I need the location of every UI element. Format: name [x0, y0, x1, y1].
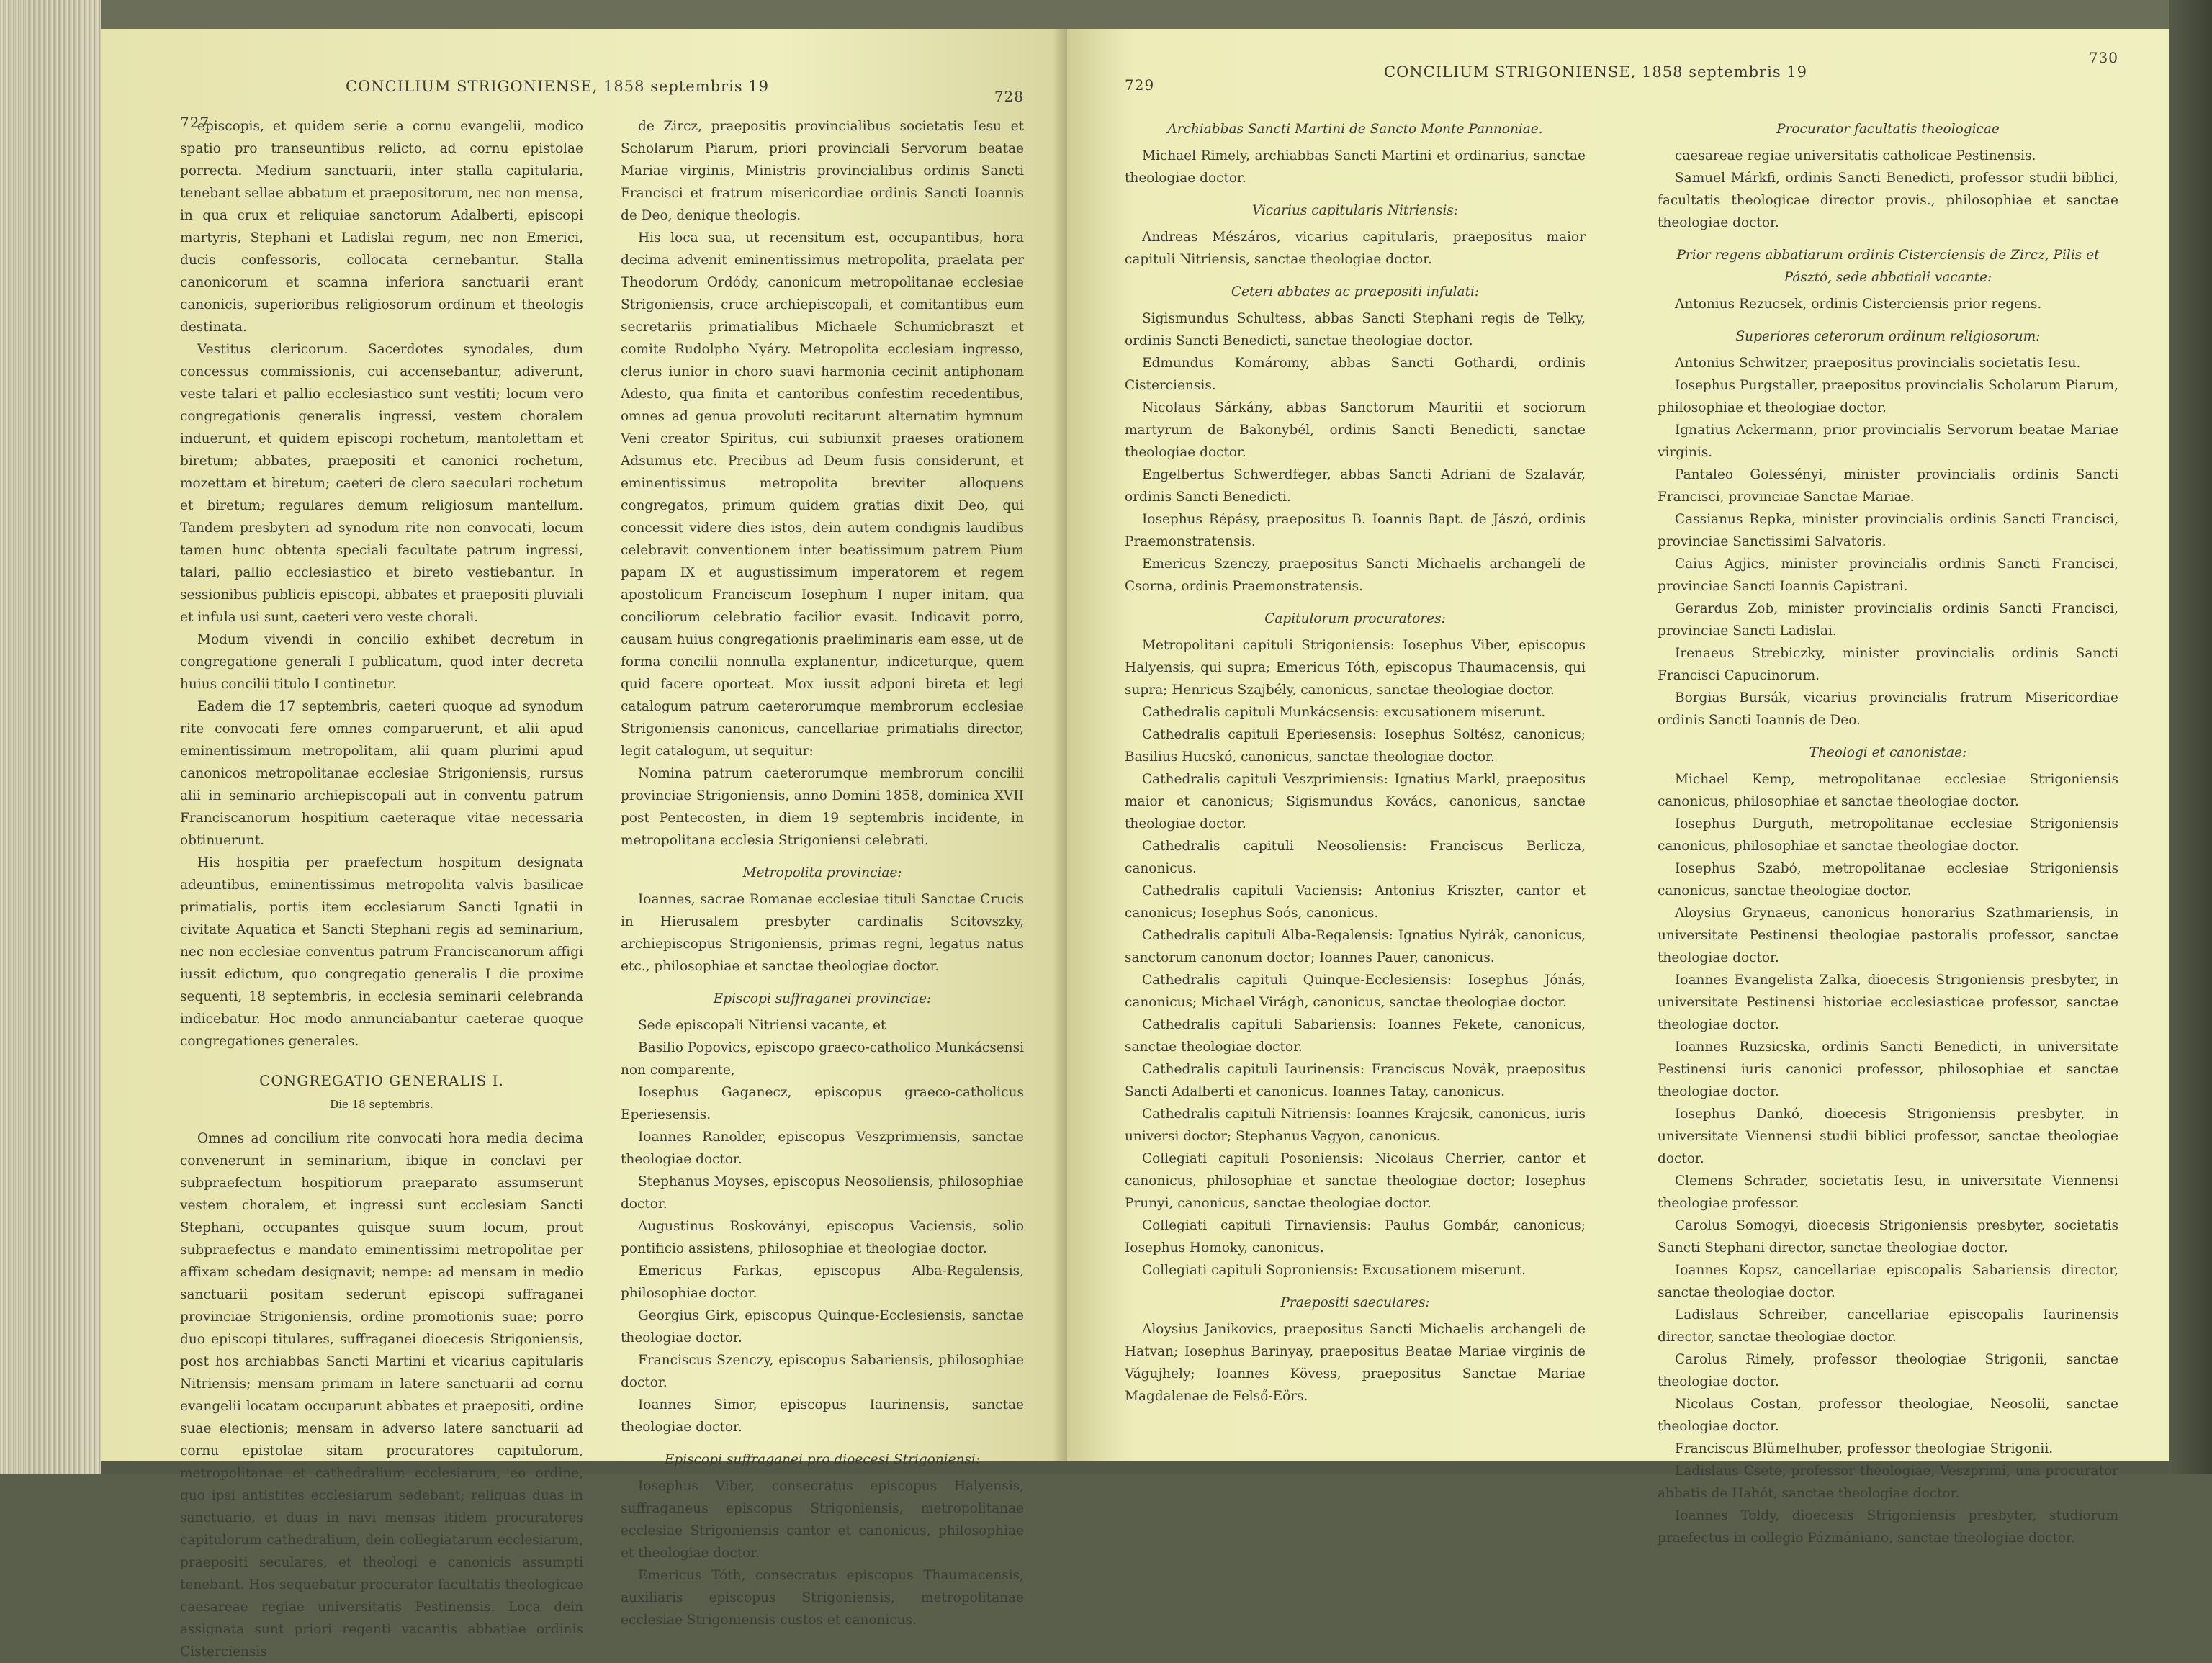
paragraph: Modum vivendi in concilio exhibet decretum in congregatione generali I publicatum, quod inter decreta huius concilii titulo I continetur.	[180, 632, 583, 692]
entry: Emericus Farkas, episcopus Alba-Regalensis, philosophiae doctor.	[621, 1263, 1024, 1301]
entry: Carolus Rimely, professor theologiae Strigonii, sanctae theologiae doctor.	[1658, 1352, 2118, 1389]
entry: Ioannes Kopsz, cancellariae episcopalis Sabariensis director, sanctae theologiae doctor.	[1658, 1263, 2118, 1300]
entry: Edmundus Komáromy, abbas Sancti Gothardi, ordinis Cisterciensis.	[1125, 356, 1586, 393]
section-heading: Metropolita provinciae:	[742, 865, 902, 880]
section-heading: Ceteri abbates ac praepositi infulati:	[1231, 284, 1480, 299]
right-column-1	[1125, 108, 1586, 1549]
entry: Ioannes Toldy, dioecesis Strigoniensis presbyter, studiorum praefectus in collegio Pázmániano, sanctae theologiae doctor.	[1658, 1508, 2118, 1546]
paragraph: His hospitia per praefectum hospitum designata adeuntibus, eminentissimus metropolita valvis basilicae primatialis, portis item ecclesiarum Sancti Ignatii in civitate Aquatica et Sancti Stephani regis ad seminarium, nec non ecclesiae conventus patrum Franciscanorum affigi iussit edictum, quo congregatio generalis I die proxime sequenti, 18 septembris, in ecclesia seminarii celebranda indicebatur. Hoc modo annunciabantur caeterae quoque congregationes generales.	[180, 855, 583, 1049]
section-heading: Superiores ceterorum ordinum religiosorum:	[1735, 329, 2041, 344]
running-title: CONCILIUM STRIGONIENSE, 1858 septembris 19	[1384, 63, 1807, 81]
entry: Collegiati capituli Tirnaviensis: Paulus Gombár, canonicus; Iosephus Homoky, canonicus.	[1125, 1218, 1586, 1256]
entry: Carolus Somogyi, dioecesis Strigoniensis presbyter, societatis Sancti Stephani director, sanctae theologiae doctor.	[1658, 1218, 2118, 1256]
entry: Ioannes Simor, episcopus Iaurinensis, sanctae theologiae doctor.	[621, 1397, 1024, 1435]
paragraph: Nomina patrum caeterorumque membrorum concilii provinciae Strigoniensis, anno Domini 1858, dominica XVII post Pentecosten, in diem 19 septembris incidente, in metropolitana ecclesia Strigoniensi celebrati.	[621, 766, 1024, 848]
entry: Michael Kemp, metropolitanae ecclesiae Strigoniensis canonicus, philosophiae et sanctae theologiae doctor.	[1658, 772, 2118, 809]
page-number: 730	[2088, 49, 2118, 66]
entry: Cathedralis capituli Munkácsensis: excusationem miserunt.	[1142, 705, 1546, 720]
entry: Sigismundus Schultess, abbas Sancti Stephani regis de Telky, ordinis Sancti Benedicti, sanctae theologiae doctor.	[1125, 311, 1586, 348]
entry: Aloysius Janikovics, praepositus Sancti Michaelis archangeli de Hatvan; Iosephus Barinyay, praepositus Beatae Mariae virginis de Vágujhely; Ioannes Kövess, praepositus Sanctae Mariae Magdalenae de Felső-Eörs.	[1125, 1322, 1586, 1404]
section-heading: Procurator facultatis theologicae	[1776, 122, 2000, 137]
entry: Metropolitani capituli Strigoniensis: Iosephus Viber, episcopus Halyensis, qui supra; Emericus Tóth, episcopus Thaumacensis, qui supra; Henricus Szajbély, canonicus, sanctae theologiae doctor.	[1125, 638, 1586, 698]
entry: Cathedralis capituli Veszprimiensis: Ignatius Markl, praepositus maior et canonicus; Sigismundus Kovács, canonicus, sanctae theologiae doctor.	[1125, 772, 1586, 832]
entry: Franciscus Blümelhuber, professor theologiae Strigonii.	[1675, 1441, 2054, 1456]
entry: Antonius Schwitzer, praepositus provincialis societatis Iesu.	[1675, 356, 2081, 371]
paragraph: Vestitus clericorum. Sacerdotes synodales, dum concessus commissionis, cui accensebantur, adiverunt, veste talari et pallio ecclesiastico sunt vestiti; locum vero congregationis generalis ingressi, vestem choralem induerunt, et quidem episcopi rochetum, mantolettam et biretum; abbates, praepositi et canonici rochetum, mozettam et biretum; caeteri de clero saeculari rochetum et biretum; regulares demum religiosum mantellum. Tandem presbyteri ad synodum rite non convocati, locum tamen hunc obtenta speciali facultate patrum ingressi, talari, pallio ecclesiastico et bireto vestiebantur. In sessionibus publicis episcopi, abbates et praepositi pluviali et infula usi sunt, caeteri vero veste chorali.	[180, 342, 583, 625]
entry: Antonius Rezucsek, ordinis Cisterciensis prior regens.	[1675, 297, 2042, 312]
entry: Basilio Popovics, episcopo graeco-catholico Munkácsensi non comparente,	[621, 1040, 1024, 1078]
entry: Cathedralis capituli Sabariensis: Ioannes Fekete, canonicus, sanctae theologiae doctor.	[1125, 1017, 1586, 1055]
entry: Caius Agjics, minister provincialis ordinis Sancti Francisci, provinciae Sancti Ioannis Capistrani.	[1658, 556, 2118, 594]
section-date: Die 18 septembris.	[330, 1098, 433, 1111]
entry: Cathedralis capituli Alba-Regalensis: Ignatius Nyirák, canonicus, sanctorum canonum doctor; Ioannes Pauer, canonicus.	[1125, 928, 1586, 965]
paragraph: Omnes ad concilium rite convocati hora media decima convenerunt in seminarium, ibique in conclavi per subpraefectum hospitiorum praeparato assumserunt vestem choralem, et ingressi sunt ecclesiam Sancti Stephani, occupantes quisque suum locum, prout subpraefectus e mandato eminentissimi metropolitae per affixam schedam designavit; nempe: ad mensam in medio sanctuarii positam sederunt episcopi suffraganei provinciae Strigoniensis, ordine promotionis suae; porro duo episcopi titulares, suffraganei dioecesis Strigoniensis, post hos archiabbas Sancti Martini et vicarius capitularis Nitriensis; mensam primam in latere sanctuarii ad cornu evangelii locatam occuparunt abbates et praepositi, ordine suae electionis; mensam in adverso latere sanctuarii ad cornu epistolae sitam procuratores capitulorum, metropolitanae et cathedralium ecclesiarum, eo ordine, quo ipsi antistites ecclesiarum sedebant; reliquas duas in sanctuario, et duas in navi mensas itidem procuratores capitulorum cathedralium, dein collegiatarum ecclesiarum, praepositi seculares, et theologi e canonicis assumpti tenebant. Hos sequebatur procurator facultatis theologicae caesareae regiae universitatis Pestinensis. Loca dein assignata sunt priori regenti vacantis abbatiae ordinis Cisterciensis	[180, 1131, 583, 1659]
entry: Iosephus Szabó, metropolitanae ecclesiae Strigoniensis canonicus, sanctae theologiae doctor.	[1658, 861, 2118, 898]
section-heading: Prior regens abbatiarum ordinis Cisterciensis de Zircz, Pilis et Pásztó, sede abbatiali vacante:	[1676, 248, 2100, 285]
entry: Cathedralis capituli Vaciensis: Antonius Kriszter, cantor et canonicus; Iosephus Soós, canonicus.	[1125, 883, 1586, 921]
right-column-2	[1658, 108, 2118, 1549]
entry: Cathedralis capituli Iaurinensis: Franciscus Novák, praepositus Sancti Adalberti et canonicus. Ioannes Tatay, canonicus.	[1125, 1062, 1586, 1099]
left-column-2	[621, 115, 1024, 1663]
entry: caesareae regiae universitatis catholicae Pestinensis.	[1675, 148, 2036, 163]
paragraph: de Zircz, praepositis provincialibus societatis Iesu et Scholarum Piarum, priori provinciali Servorum beatae Mariae virginis, Ministris provincialibus ordinis Sancti Francisci et fratrum misericordiae ordinis Sancti Ioannis de Deo, denique theologis.	[621, 119, 1024, 223]
entry: Ioannes Ranolder, episcopus Veszprimiensis, sanctae theologiae doctor.	[621, 1130, 1024, 1167]
entry: Ioannes Ruzsicska, ordinis Sancti Benedicti, in universitate Pestinensi iuris canonici professor, philosophiae et sanctae theologiae doctor.	[1658, 1040, 2118, 1099]
page-number: 727	[180, 114, 210, 131]
entry: Ioannes, sacrae Romanae ecclesiae tituli Sanctae Crucis in Hierusalem presbyter cardinalis Scitovszky, archiepiscopus Strigoniensis, primas regni, legatus natus etc., philosophiae et sanctae theologiae doctor.	[621, 892, 1024, 974]
entry: Iosephus Répásy, praepositus B. Ioannis Bapt. de Jászó, ordinis Praemonstratensis.	[1125, 512, 1586, 549]
entry: Clemens Schrader, societatis Iesu, in universitate Viennensi theologiae professor.	[1658, 1173, 2118, 1211]
entry: Gerardus Zob, minister provincialis ordinis Sancti Francisci, provinciae Sancti Ladislai.	[1658, 601, 2118, 639]
entry: Georgius Girk, episcopus Quinque-Ecclesiensis, sanctae theologiae doctor.	[621, 1308, 1024, 1346]
entry: Cathedralis capituli Quinque-Ecclesiensis: Iosephus Jónás, canonicus; Michael Virágh, canonicus, sanctae theologiae doctor.	[1125, 973, 1586, 1010]
entry: Ladislaus Csete, professor theologiae, Veszprimi, una procurator abbatis de Hahót, sanctae theologiae doctor.	[1658, 1464, 2118, 1501]
entry: Cathedralis capituli Nitriensis: Ioannes Krajcsik, canonicus, iuris universi doctor; Stephanus Vagyon, canonicus.	[1125, 1107, 1586, 1144]
section-heading: Episcopi suffraganei pro dioecesi Strigoniensi:	[664, 1452, 981, 1467]
entry: Irenaeus Strebiczky, minister provincialis ordinis Sancti Francisci Capucinorum.	[1658, 646, 2118, 683]
entry: Augustinus Roskoványi, episcopus Vaciensis, solio pontificio assistens, philosophiae et theologiae doctor.	[621, 1219, 1024, 1256]
entry: Franciscus Szenczy, episcopus Sabariensis, philosophiae doctor.	[621, 1353, 1024, 1390]
entry: Engelbertus Schwerdfeger, abbas Sancti Adriani de Szalavár, ordinis Sancti Benedicti.	[1125, 467, 1586, 505]
right-page	[1067, 29, 2169, 1546]
entry: Cassianus Repka, minister provincialis ordinis Sancti Francisci, provinciae Sanctissimi Salvatoris.	[1658, 512, 2118, 549]
entry: Sede episcopali Nitriensi vacante, et	[638, 1018, 886, 1033]
running-head-right	[1125, 43, 2118, 108]
entry: Borgias Bursák, vicarius provincialis fratrum Misericordiae ordinis Sancti Ioannis de Deo.	[1658, 690, 2118, 728]
page-edges-left	[0, 0, 101, 1474]
entry: Stephanus Moyses, episcopus Neosoliensis, philosophiae doctor.	[621, 1174, 1024, 1212]
section-heading: Theologi et canonistae:	[1809, 745, 1967, 760]
section-heading: Praepositi saeculares:	[1280, 1295, 1430, 1310]
entry: Cathedralis capituli Eperiesensis: Iosephus Soltész, canonicus; Basilius Hucskó, canonicus, sanctae theologiae doctor.	[1125, 727, 1586, 765]
entry: Emericus Szenczy, praepositus Sancti Michaelis archangeli de Csorna, ordinis Praemonstratensis.	[1125, 556, 1586, 594]
entry: Aloysius Grynaeus, canonicus honorarius Szathmariensis, in universitate Pestinensi theologiae pastoralis professor, sanctae theologiae doctor.	[1658, 906, 2118, 965]
entry: Iosephus Purgstaller, praepositus provincialis Scholarum Piarum, philosophiae et theologiae doctor.	[1658, 378, 2118, 415]
section-title: CONGREGATIO GENERALIS I.	[259, 1072, 504, 1089]
paragraph: episcopis, et quidem serie a cornu evangelii, modico spatio pro transeuntibus relicto, ad cornu epistolae porrecta. Medium sanctuarii, inter stalla capitularia, tenebant sellae abbatum et praepositorum, nec non mensa, in qua crux et reliquiae sanctorum Adalberti, episcopi martyris, Stephani et Ladislai regum, nec non Emerici, ducis confessoris, collocata cernebantur. Stalla canonicorum et scamna inferiora sanctuarii erant canonicis, superioribus religiosorum ordinum et theologis destinata.	[180, 119, 583, 335]
section-heading: Archiabbas Sancti Martini de Sancto Monte Pannoniae.	[1167, 122, 1543, 137]
section-heading: Capitulorum procuratores:	[1264, 611, 1446, 626]
entry: Iosephus Durguth, metropolitanae ecclesiae Strigoniensis canonicus, philosophiae et sanctae theologiae doctor.	[1658, 816, 2118, 854]
entry: Iosephus Dankó, dioecesis Strigoniensis presbyter, in universitate Viennensi studii biblici professor, sanctae theologiae doctor.	[1658, 1107, 2118, 1166]
entry: Nicolaus Costan, professor theologiae, Neosolii, sanctae theologiae doctor.	[1658, 1397, 2118, 1434]
entry: Nicolaus Sárkány, abbas Sanctorum Mauritii et sociorum martyrum de Bakonybél, ordinis Sancti Benedicti, sanctae theologiae doctor.	[1125, 400, 1586, 460]
entry: Ladislaus Schreiber, cancellariae episcopalis Iaurinensis director, sanctae theologiae doctor.	[1658, 1307, 2118, 1345]
page-edges-right	[2169, 0, 2212, 1474]
entry: Andreas Mészáros, vicarius capitularis, praepositus maior capituli Nitriensis, sanctae theologiae doctor.	[1125, 230, 1586, 267]
entry: Collegiati capituli Posoniensis: Nicolaus Cherrier, cantor et canonicus, philosophiae et sanctae theologiae doctor; Iosephus Prunyi, canonicus, sanctae theologiae doctor.	[1125, 1151, 1586, 1211]
entry: Ioannes Evangelista Zalka, dioecesis Strigoniensis presbyter, in universitate Pestinensi historiae ecclesiasticae professor, sanctae theologiae doctor.	[1658, 973, 2118, 1032]
page-number: 728	[994, 88, 1024, 105]
entry: Samuel Márkfi, ordinis Sancti Benedicti, professor studii biblici, facultatis theologicae director provis., philosophiae et sanctae theologiae doctor.	[1658, 171, 2118, 230]
running-head-left	[180, 50, 1024, 131]
entry: Collegiati capituli Soproniensis: Excusationem miserunt.	[1142, 1263, 1527, 1278]
left-column-1	[180, 115, 583, 1663]
section-heading: Episcopi suffraganei provinciae:	[713, 991, 932, 1006]
section-heading: Vicarius capitularis Nitriensis:	[1251, 203, 1459, 218]
entry: Iosephus Viber, consecratus episcopus Halyensis, suffraganeus episcopus Strigoniensis, metropolitanae ecclesiae Strigoniensis cantor et canonicus, philosophiae et theologiae doctor.	[621, 1479, 1024, 1561]
paragraph: Eadem die 17 septembris, caeteri quoque ad synodum rite convocati fere omnes comparuerunt, et alii apud eminentissimum metropolitam, alii quam plurimi apud canonicos metropolitanae ecclesiae Strigoniensis, rursus alii in seminario archiepiscopali aut in conventu patrum Franciscanorum hospitium caeteraque vitae necessaria obtinuerunt.	[180, 699, 583, 848]
entry: Ignatius Ackermann, prior provincialis Servorum beatae Mariae virginis.	[1658, 423, 2118, 460]
page-number: 729	[1125, 76, 1155, 94]
left-page	[101, 29, 1067, 1659]
entry: Iosephus Gaganecz, episcopus graeco-catholicus Eperiesensis.	[621, 1085, 1024, 1122]
entry: Emericus Tóth, consecratus episcopus Thaumacensis, auxiliaris episcopus Strigoniensis, metropolitanae ecclesiae Strigoniensis custos et canonicus.	[621, 1568, 1024, 1628]
entry: Cathedralis capituli Neosoliensis: Franciscus Berlicza, canonicus.	[1125, 839, 1586, 876]
entry: Pantaleo Golessényi, minister provincialis ordinis Sancti Francisci, provinciae Sanctae Mariae.	[1658, 467, 2118, 505]
paragraph: His loca sua, ut recensitum est, occupantibus, hora decima advenit eminentissimus metropolita, praelata per Theodorum Ordódy, canonicum metropolitanae ecclesiae Strigoniensis, cruce archiepiscopali, et comitantibus eum secretariis primatialibus Michaele Schumicbraszt et comite Rudolpho Nyáry. Metropolita ecclesiam ingresso, clerus iunior in choro suavi harmonia cecinit antiphonam Adesto, qua finita et cantoribus confestim recedentibus, omnes ad genua provoluti recitarunt alternatim hymnum Veni creator Spiritus, cui subiunxit praeses orationem Adsumus etc. Precibus ad Deum fusis considerunt, et eminentissimus metropolita breviter alloquens congregatos, primum quidem gratias dixit Deo, qui concessit videre dies istos, dein autem condignis laudibus celebravit conventionem inter beatissimum patrem Pium papam IX et augustissimum imperatorem et regem apostolicum Franciscum Iosephum I nuper initam, qua conciliorum celebratio facilior evasit. Indicavit porro, causam huius congregationis praeliminaris eam esse, ut de forma concilii nonnulla explanentur, indiceturque, quem quid facere oporteat. Mox iussit adponi bireta et legi catalogum patrum caeterorumque membrorum ecclesiae Strigoniensis canonicus, cancellariae primatialis director, legit catalogum, ut sequitur:	[621, 230, 1024, 759]
running-title: CONCILIUM STRIGONIENSE, 1858 septembris 19	[346, 78, 769, 95]
entry: Michael Rimely, archiabbas Sancti Martini et ordinarius, sanctae theologiae doctor.	[1125, 148, 1586, 186]
